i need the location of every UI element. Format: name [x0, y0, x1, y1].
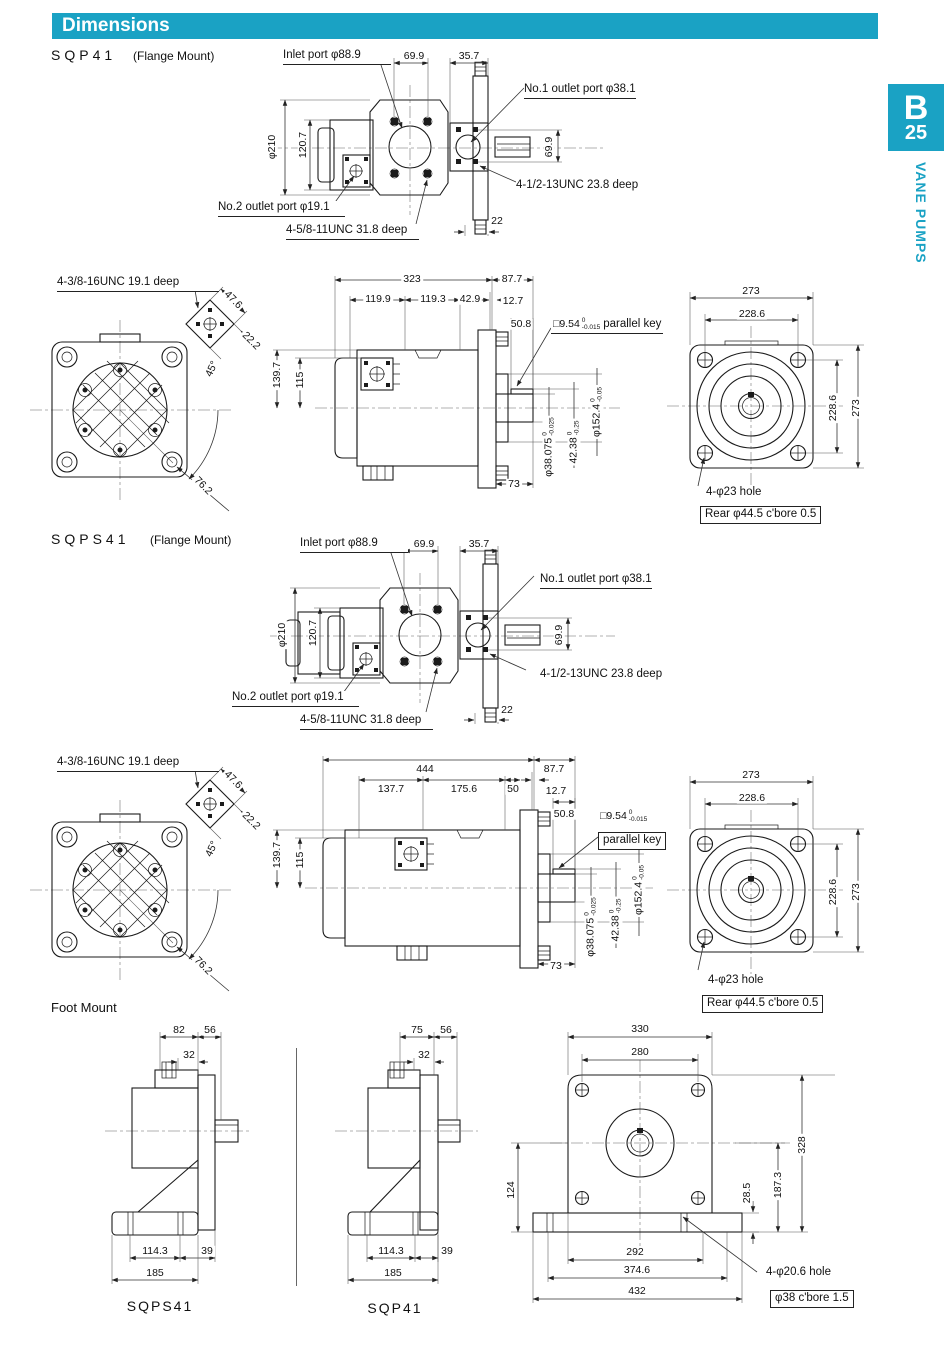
sqps41-mount-type: (Flange Mount)	[150, 533, 232, 547]
dim-pilot-dia-s: φ152.4 0 -0.05	[631, 865, 645, 915]
dim-119-3: 119.3	[420, 292, 446, 305]
dim-35-7-s: 35.7	[468, 537, 490, 550]
foot-sqp41-dim-185: 185	[384, 1266, 402, 1279]
sqp41-unc12-label: 4-1/2-13UNC 23.8 deep	[516, 179, 639, 191]
parallel-key-tol-s: □9.54 0 -0.015	[600, 809, 648, 823]
foot-sqps41-dim-185: 185	[146, 1266, 164, 1279]
foot-sqps41-caption: SQPS41	[126, 1298, 194, 1314]
dim-273-side: 273	[849, 399, 862, 417]
dim-22: 22	[491, 214, 503, 227]
foot-sqp41-dim-32: 32	[418, 1048, 430, 1061]
foot-sqp41-dim-75: 75	[411, 1023, 423, 1036]
sqps41-inlet-port-label: Inlet port φ88.9	[300, 537, 408, 553]
header-band	[52, 13, 878, 39]
foot-front-dim-28-5: 28.5	[740, 1182, 753, 1204]
foot-sqp41-dim-114-3: 114.3	[378, 1244, 404, 1257]
foot-sqps41-dim-114-3: 114.3	[142, 1244, 168, 1257]
dim-22-2-s: 22.2	[239, 809, 263, 833]
sqp41-inlet-port-label: Inlet port φ88.9	[283, 49, 391, 65]
sqps41-unc12-label: 4-1/2-13UNC 23.8 deep	[540, 668, 663, 680]
sqps41-unc58-label: 4-5/8-11UNC 31.8 deep	[300, 714, 433, 730]
foot-front-holes-label: 4-φ20.6 hole	[766, 1266, 832, 1278]
dim-45deg-s: 45°	[202, 839, 221, 859]
foot-front-dim-328: 328	[795, 1136, 808, 1154]
sqp41-unc38-label: 4-3/8-16UNC 19.1 deep	[57, 276, 219, 292]
foot-front-dim-432: 432	[628, 1284, 646, 1297]
dim-69-9-top-s: 69.9	[413, 537, 435, 550]
dim-22-2: 22.2	[239, 329, 263, 353]
sqp41-outlet1-label: No.1 outlet port φ38.1	[524, 83, 636, 99]
sqp41-title: SQP41	[51, 47, 117, 63]
sqps41-unc38-label: 4-3/8-16UNC 19.1 deep	[57, 756, 219, 772]
rear-holes-label: 4-φ23 hole	[706, 486, 762, 498]
dim-273-top-s: 273	[742, 768, 760, 781]
dim-42-9: 42.9	[459, 292, 481, 305]
dim-50: 50	[507, 782, 519, 795]
dim-228-6-side-s: 228.6	[826, 878, 839, 906]
foot-sqps41-dim-39: 39	[201, 1244, 213, 1257]
foot-front-dim-124: 124	[504, 1181, 517, 1199]
dim-139-7: 139.7	[270, 361, 283, 389]
sqps41-profile-drawing	[265, 742, 665, 987]
parallel-key-label: □9.54 0 -0.015 parallel key	[551, 318, 663, 334]
dim-45deg: 45°	[202, 359, 221, 379]
foot-front-dim-187-3: 187.3	[771, 1171, 784, 1199]
dim-47-6-s: 47.6	[221, 768, 245, 792]
parallel-key-name-s: parallel key	[598, 832, 666, 850]
dim-key-height-s: 42.38 0 -0.25	[608, 898, 622, 942]
dim-35-7: 35.7	[458, 49, 480, 62]
foot-front-cbore-label: φ38 c'bore 1.5	[770, 1290, 854, 1308]
dim-69-9-shaft: 69.9	[542, 136, 555, 158]
dim-12-7-s: 12.7	[545, 784, 567, 797]
dim-87-7-s: 87.7	[543, 762, 565, 775]
sqp41-outlet2-label: No.2 outlet port φ19.1	[218, 201, 345, 217]
dim-139-7-s: 139.7	[270, 841, 283, 869]
dim-87-7: 87.7	[501, 272, 523, 285]
tab-letter: B	[903, 88, 929, 127]
dim-323: 323	[403, 272, 421, 285]
dim-115: 115	[293, 371, 306, 389]
foot-front-dim-330: 330	[631, 1022, 649, 1035]
vertical-category-label: VANE PUMPS	[913, 162, 929, 264]
tab-number: 25	[904, 121, 928, 144]
dim-47-6: 47.6	[221, 288, 245, 312]
sqp41-side-view-drawing	[230, 40, 630, 255]
dim-76-2-s: 76.2	[191, 954, 215, 978]
foot-front-dim-292: 292	[626, 1245, 644, 1258]
foot-sqp41-dim-39: 39	[441, 1244, 453, 1257]
foot-sqp41-dim-56: 56	[440, 1023, 452, 1036]
dim-50-8: 50.8	[510, 317, 532, 330]
dim-120-7: 120.7	[296, 131, 309, 159]
dim-50-8-s: 50.8	[553, 807, 575, 820]
dim-119-9: 119.9	[365, 292, 391, 305]
dim-73-s: 73	[550, 959, 562, 972]
sqp41-unc58-label: 4-5/8-11UNC 31.8 deep	[286, 224, 419, 240]
foot-sqps41-dim-32: 32	[183, 1048, 195, 1061]
sqps41-title: SQPS41	[51, 531, 130, 547]
foot-sqps41-dim-82: 82	[173, 1023, 185, 1036]
dim-dia210-s: φ210	[275, 622, 288, 648]
dim-444: 444	[416, 762, 434, 775]
sqps41-rear-view-drawing	[665, 752, 880, 1007]
rear-cbore-label: Rear φ44.5 c'bore 0.5	[700, 506, 821, 524]
foot-sqp41-caption: SQP41	[367, 1300, 423, 1316]
dim-shaft-dia-s: φ38.075 0 -0.025	[583, 897, 597, 957]
dim-120-7-s: 120.7	[306, 619, 319, 647]
dim-137-7: 137.7	[377, 782, 405, 795]
section-tab	[888, 84, 944, 151]
dim-228-6-top: 228.6	[738, 307, 766, 320]
dim-115-s: 115	[293, 851, 306, 869]
dim-key-height: 42.38 0 -0.25	[566, 420, 580, 464]
dim-273-side-s: 273	[849, 883, 862, 901]
page-title: Dimensions	[62, 15, 170, 36]
dim-22-s: 22	[501, 703, 513, 716]
dim-dia210: φ210	[265, 134, 278, 160]
dim-273-top: 273	[742, 284, 760, 297]
rear-cbore-label-s: Rear φ44.5 c'bore 0.5	[702, 995, 823, 1013]
sqps41-outlet2-label: No.2 outlet port φ19.1	[232, 691, 359, 707]
dim-12-7: 12.7	[502, 294, 524, 307]
dim-69-9-shaft-s: 69.9	[552, 624, 565, 646]
dim-73: 73	[508, 477, 520, 490]
foot-front-dim-374-6: 374.6	[623, 1263, 651, 1276]
dim-pilot-dia: φ152.4 0 -0.05	[589, 387, 603, 437]
foot-front-dim-280: 280	[631, 1045, 649, 1058]
dim-shaft-dia: φ38.075 0 -0.025	[541, 417, 555, 477]
dim-228-6-top-s: 228.6	[738, 791, 766, 804]
sqps41-side-view-drawing	[240, 528, 640, 743]
dim-228-6-side: 228.6	[826, 394, 839, 422]
sqps41-outlet1-label: No.1 outlet port φ38.1	[540, 573, 652, 589]
sqp41-mount-type: (Flange Mount)	[133, 49, 215, 63]
rear-holes-label-s: 4-φ23 hole	[708, 974, 764, 986]
foot-mount-title: Foot Mount	[51, 1000, 117, 1015]
dim-76-2: 76.2	[191, 474, 215, 498]
dim-175-6: 175.6	[450, 782, 478, 795]
dim-69-9-top: 69.9	[403, 49, 425, 62]
sqp41-rear-view-drawing	[665, 268, 880, 523]
foot-sqps41-dim-56: 56	[204, 1023, 216, 1036]
